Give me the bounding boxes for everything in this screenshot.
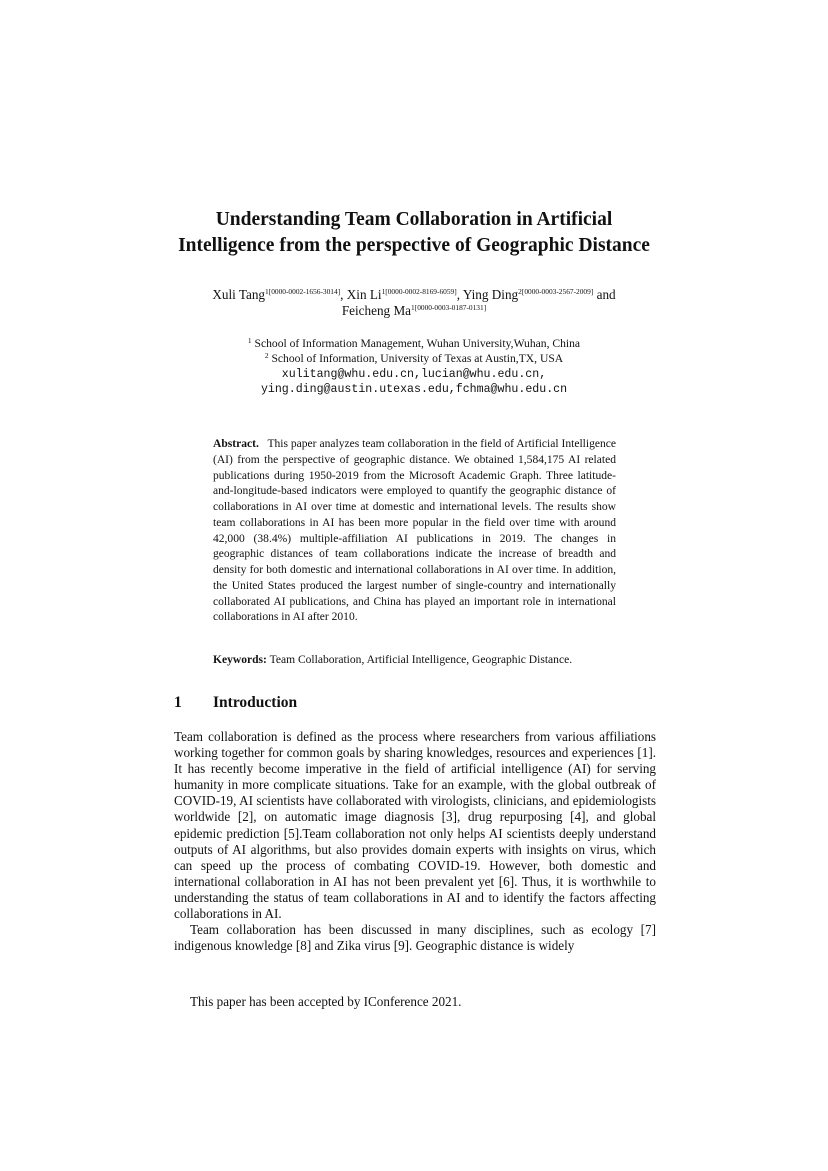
author-orcid: 1[0000-0003-0187-0131] [411, 303, 487, 312]
author-list [150, 287, 678, 319]
paragraph: Team collaboration is defined as the process where researchers from various affiliations working together for common goals by sharing knowledges, resources and experiences [1]. It has recently become imperative in the field of artificial intelligence (AI) for serving humanity in more complicate situations. Take for an example, with the global outbreak of COVID-19, AI scientists have collaborated with virologists, clinicians, and epidemiologists worldwide [2], on automatic image diagnosis [3], drug repurposing [4], and global epidemic prediction [5].Team collaboration not only helps AI scientists deeply understand outputs of AI algorithms, but also provides domain experts with insights on virus, which can speed up the process of combating COVID-19. However, both domestic and international collaboration in AI has not been prevalent yet [6]. Thus, it is worthwhile to understanding the status of team collaborations in AI and to identify the factors affecting collaborations in AI. [174, 729, 656, 922]
author-separator: and [593, 287, 616, 302]
affiliation-1 [150, 336, 678, 351]
affiliation-marker: 1 [247, 336, 252, 345]
introduction-body [174, 729, 656, 954]
paragraph: Team collaboration has been discussed in many disciplines, such as ecology [7] indigenous knowledge [8] and Zika virus [9]. Geographic distance is widely [174, 922, 656, 954]
keywords-label: Keywords: [213, 654, 267, 666]
section-title: Introduction [213, 694, 298, 711]
author-line-1 [150, 287, 678, 303]
keywords [213, 653, 616, 669]
author-name: Ying Ding [462, 287, 519, 302]
affiliation-marker: 2 [264, 351, 269, 361]
author-name: Xin Li [346, 287, 382, 302]
abstract [213, 437, 616, 626]
title-line-1: Understanding Team Collaboration in Artificial [215, 209, 613, 230]
affiliation-2 [150, 351, 678, 366]
affiliations [150, 336, 678, 398]
acceptance-note: This paper has been accepted by IConference 2021. [190, 994, 462, 1009]
affiliation-text: School of Information Management, Wuhan University,Wuhan, China [254, 337, 581, 350]
paper-title [100, 207, 728, 259]
author-line-2 [150, 303, 678, 319]
author-separator: , [340, 287, 347, 302]
abstract-text: This paper analyzes team collaboration in the field of Artificial Intelligence (AI) from the perspective of geographic distance. We obtained 1,584,175 AI related publications during 1950-2019 from the Microsoft Academic Graph. Three latitude-and-longitude-based indicators were employed to quantify the geographic distance of collaborations in AI over time at domestic and international levels. The results show team collaborations in AI has been more popular in the field over time with around 42,000 (38.4%) multiple-affiliation AI publications in 2019. The changes in geographic distances of team collaborations indicate the increase of breadth and density for both domestic and international collaborations in AI over time. In addition, the United States produced the largest number of single-country and internationally collaborated AI publications, and China has played an important role in international collaborations in AI after 2010. [213, 438, 617, 624]
affiliation-text: School of Information, University of Texas at Austin,TX, USA [271, 352, 564, 366]
abstract-label: Abstract. [213, 438, 259, 450]
email-line-2: ying.ding@austin.utexas.edu,fchma@whu.edu.cn [260, 383, 568, 397]
title-line-2: Intelligence from the perspective of Geographic Distance [178, 235, 650, 256]
keywords-text: Team Collaboration, Artificial Intelligence, Geographic Distance. [269, 654, 573, 666]
author-orcid: 2[0000-0003-2567-2009] [518, 287, 594, 296]
email-line-1: xulitang@whu.edu.cn,lucian@whu.edu.cn, [281, 367, 547, 381]
author-orcid: 1[0000-0002-1656-3014] [265, 287, 341, 296]
section-heading [174, 694, 297, 712]
author-name: Xuli Tang [212, 287, 266, 302]
author-separator: , [456, 287, 463, 302]
section-number: 1 [174, 694, 182, 711]
author-name: Feicheng Ma [341, 303, 412, 318]
author-orcid: 1[0000-0002-8169-6059] [381, 287, 457, 296]
